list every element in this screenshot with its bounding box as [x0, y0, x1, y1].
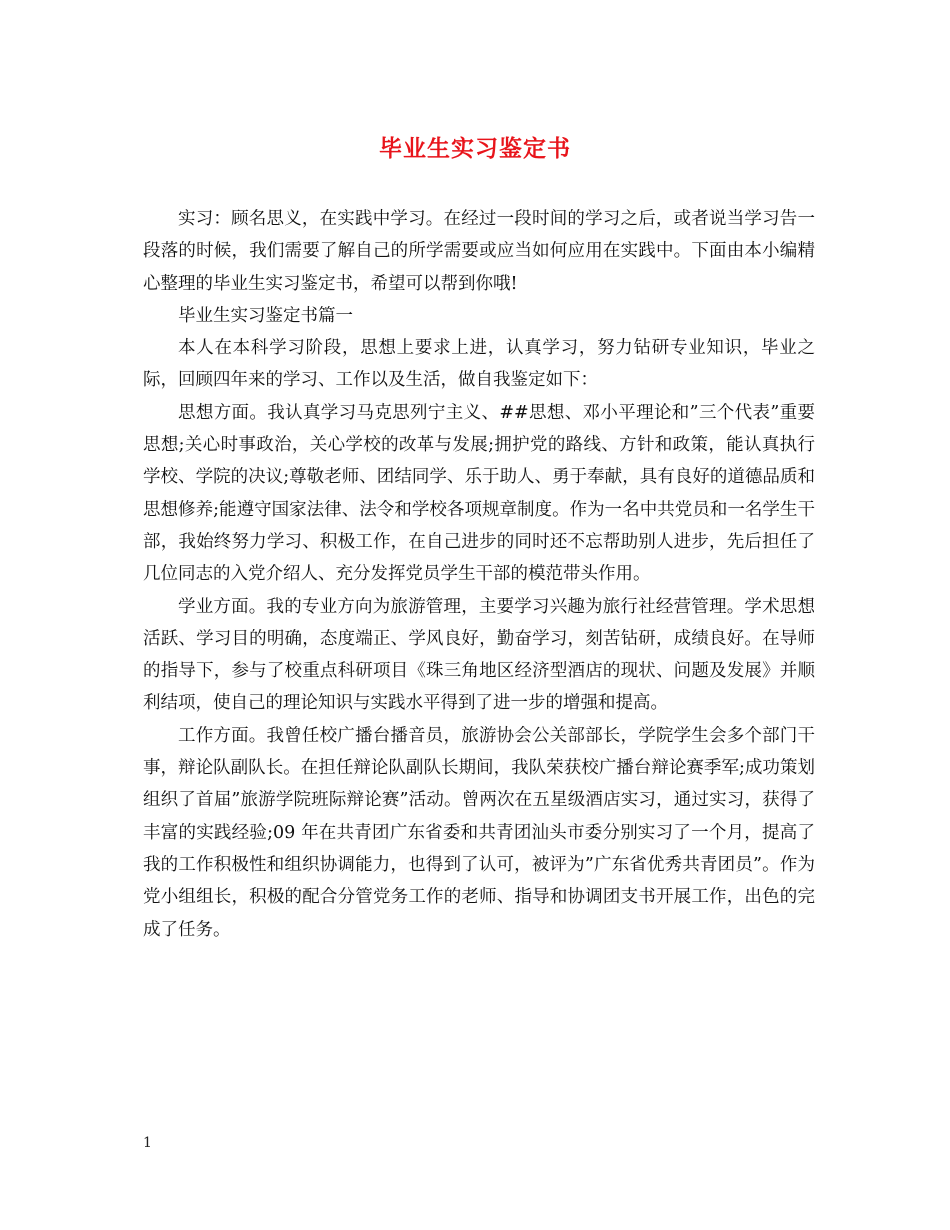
section-heading: 毕业生实习鉴定书篇一 — [178, 305, 353, 326]
paragraph-ideology: 思想方面。我认真学习马克思列宁主义、##思想、邓小平理论和”三个代表”重要思想;关心时事政治，关心学校的改革与发展;拥护党的路线、方针和政策，能认真执行学校、学院的决议;尊敬老师、团结同学、乐于助人、勇于奉献，具有良好的道德品质和思想修养;能遵守国家法律、法令和学校各项规章制度。作为一名中共党员和一名学生干部，我始终努力学习、积极工作，在自己进步的同时还不忘帮助别人进步，先后担任了几位同志的入党介绍人、充分发挥党员学生干部的模范带头作用。 — [143, 402, 815, 585]
paragraph-academics: 学业方面。我的专业方向为旅游管理，主要学习兴趣为旅行社经营管理。学术思想活跃、学习目的明确，态度端正、学风良好，勤奋学习，刻苦钻研，成绩良好。在导师的指导下，参与了校重点科研项目《珠三角地区经济型酒店的现状、问题及发展》并顺利结项，使自己的理论知识与实践水平得到了进一步的增强和提高。 — [143, 596, 815, 714]
paragraph-work: 工作方面。我曾任校广播台播音员，旅游协会公关部部长，学院学生会多个部门干事，辩论队副队长。在担任辩论队副队长期间，我队荣获校广播台辩论赛季军;成功策划组织了首届”旅游学院班际辩论赛”活动。曾两次在五星级酒店实习，通过实习，获得了丰富的实践经验;09 年在共青团广东省委和共青团汕头市委分别实习了一个月，提高了我的工作积极性和组织协调能力，也得到了认可，被评为”广东省优秀共青团员”。作为党小组组长，积极的配合分管党务工作的老师、指导和协调团支书开展工作，出色的完成了任务。 — [143, 725, 815, 940]
intro-paragraph: 实习：顾名思义，在实践中学习。在经过一段时间的学习之后，或者说当学习告一段落的时候，我们需要了解自己的所学需要或应当如何应用在实践中。下面由本小编精心整理的毕业生实习鉴定书，希望可以帮到你哦! — [143, 209, 815, 294]
document-title: 毕业生实习鉴定书 — [379, 135, 571, 162]
paragraph-self-assessment: 本人在本科学习阶段，思想上要求上进，认真学习，努力钻研专业知识，毕业之际，回顾四年来的学习、工作以及生活，做自我鉴定如下： — [143, 338, 815, 391]
document-body — [143, 203, 815, 946]
page-number: 1 — [143, 1135, 152, 1151]
